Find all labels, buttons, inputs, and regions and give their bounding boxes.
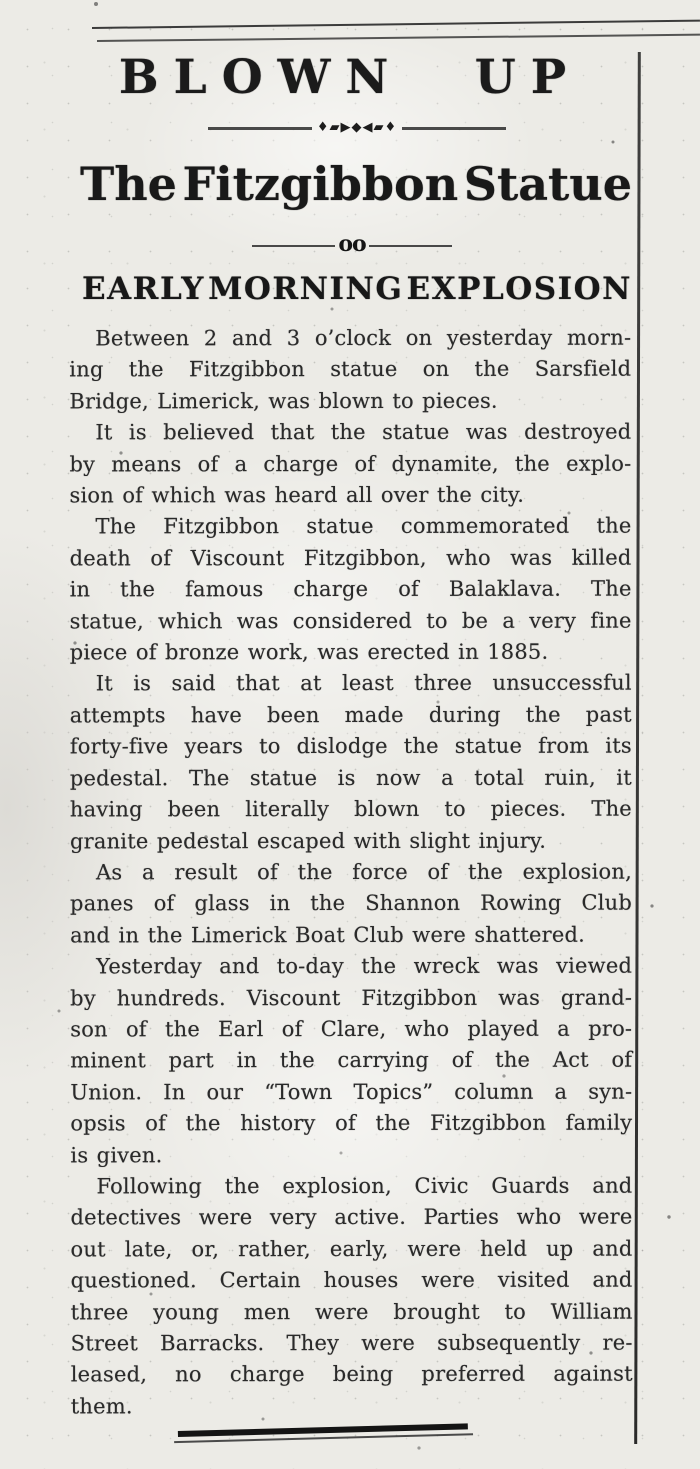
text-line: The Fitzgibbon statue commemorated the [95,514,632,539]
paragraph [69,511,631,669]
text-line: in the famous charge of Balaklava. The [69,576,632,602]
text-line: questioned. Certain houses were visited and [70,1267,633,1293]
text-line: having been literally blown to pieces. The [69,796,632,822]
text-line: Between 2 and 3 o’clock on yesterday morn- [95,325,632,351]
text-line: As a result of the force of the explosion, [95,859,633,885]
end-of-article-rule [178,1423,468,1442]
paragraph [70,1171,632,1423]
double-circle-ornament-icon: oo [338,231,366,257]
main-headline: BLOWN UP [118,50,582,105]
text-line: detectives were very active. Parties who were [70,1204,633,1230]
text-line: Street Barracks. They were subsequently re- [70,1330,633,1356]
ornamental-divider [208,122,506,135]
title-word: Statue [463,157,632,211]
divider-line-left [252,245,335,247]
diamond-ornament-icon: ♦▰▶◆◀▰♦ [316,120,398,135]
text-line: forty-five years to dislodge the statue from its [69,733,632,759]
divider-line-left [208,127,312,129]
text-line: by means of a charge of dynamite, the explo- [69,451,632,477]
paper-noise-specks [0,0,2,2]
text-line: by hundreds. Viscount Fitzgibbon was grand- [70,985,633,1010]
text-line: is given. [70,1142,163,1167]
text-line: opsis of the history of the Fitzgibbon family [70,1110,633,1136]
column-divider-rule [634,52,640,1444]
divider-line-right [369,245,452,247]
title-word: The [80,157,177,211]
text-line: three young men were brought to William [70,1299,633,1324]
paragraph [69,417,631,512]
text-line: Yesterday and to-day the wreck was viewed [96,953,633,979]
text-line: statue, which was considered to be a very fine [69,608,632,634]
text-line: Following the explosion, Civic Guards and [96,1173,633,1199]
text-line: minent part in the carrying of the Act of [70,1047,633,1073]
text-line: attempts have been made during the past [69,702,632,728]
text-line: ing the Fitzgibbon statue on the Sarsfield [69,357,632,382]
text-line: It is believed that the statue was destroyed [95,419,632,445]
paragraph [70,668,632,857]
top-rule-lower [97,34,700,42]
text-line: Bridge, Limerick, was blown to pieces. [69,388,498,414]
subhead-word: EARLY [82,271,205,307]
text-line: them. [70,1394,133,1419]
text-line: panes of glass in the Shannon Rowing Club [70,890,633,916]
text-line: leased, no charge being preferred against [70,1362,633,1387]
oo-divider [252,231,452,257]
article-title [80,157,632,211]
text-line: pedestal. The statue is now a total ruin, it [69,765,632,791]
text-line: granite pedestal escaped with slight injury. [69,828,547,853]
text-line: and in the Limerick Boat Club were shattered. [70,922,586,948]
text-line: son of the Earl of Clare, who played a pro- [70,1016,633,1042]
text-line: sion of which was heard all over the city. [69,482,525,508]
text-line: out late, or, rather, early, were held up and [70,1236,633,1262]
paragraph [70,857,632,952]
sub-headline [82,271,632,307]
text-line: piece of bronze work, was erected in 1885. [69,639,549,665]
subhead-word: EXPLOSION [406,271,632,307]
text-line: death of Viscount Fitzgibbon, who was killed [69,545,632,571]
divider-line-right [402,127,506,129]
paragraph [70,951,632,1172]
subhead-word: MORNING [208,271,404,307]
text-line: It is said that at least three unsuccessful [95,671,632,696]
text-line: Union. In our “Town Topics” column a syn- [70,1079,633,1105]
title-word: Fitzgibbon [182,157,459,211]
top-rule-upper [92,20,700,30]
article-body [69,323,633,1423]
paragraph [69,323,631,418]
